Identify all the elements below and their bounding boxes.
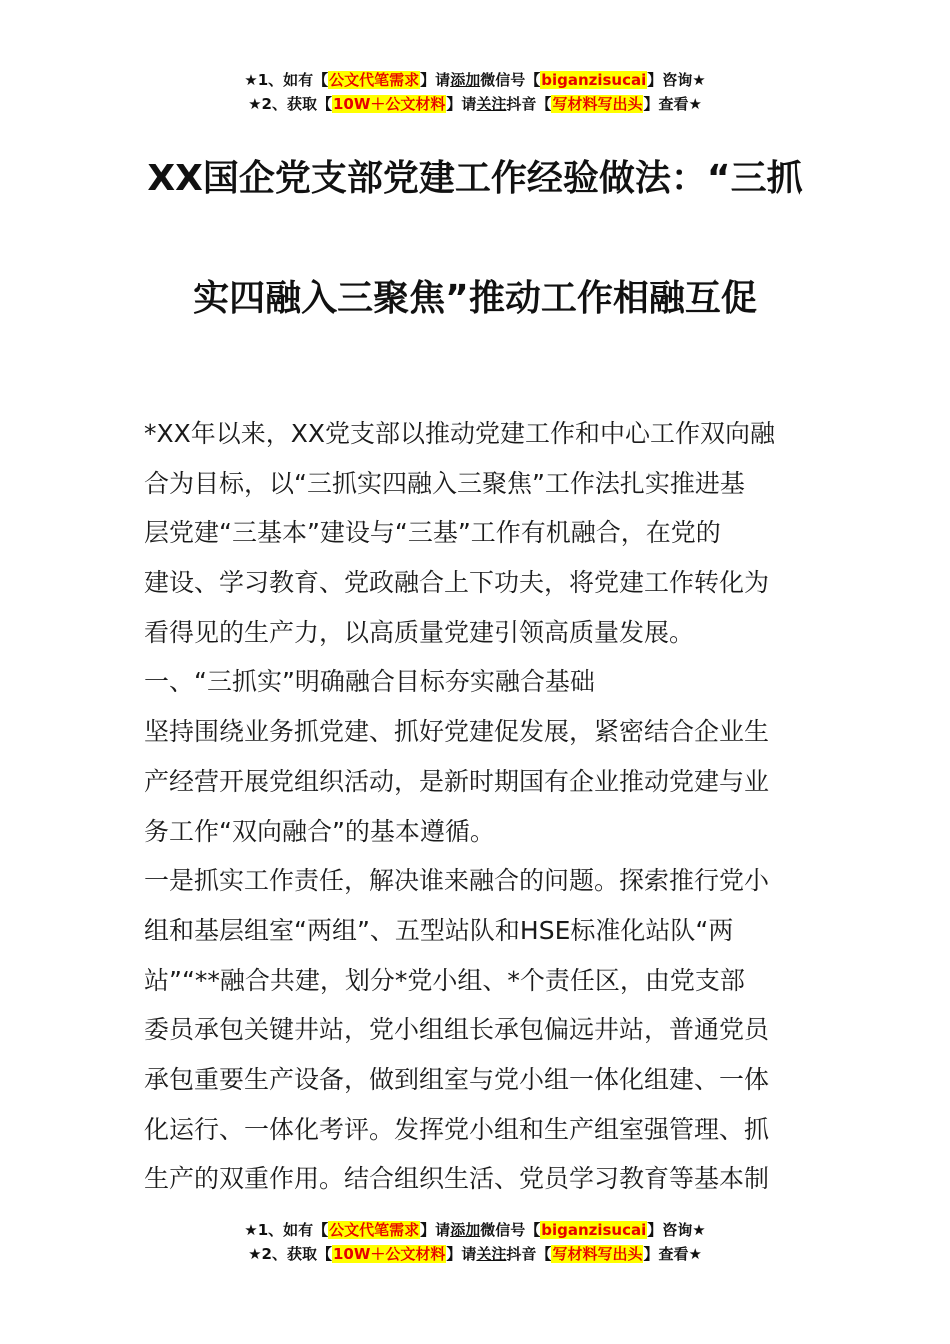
banner-underline: 关注 xyxy=(476,1245,507,1263)
banner-text: 】请 xyxy=(446,1245,477,1263)
body-line: 一是抓实工作责任，解决谁来融合的问题。探索推行党小 xyxy=(144,866,770,896)
footer-banner xyxy=(0,1218,950,1266)
banner-text: 】咨询★ xyxy=(647,71,706,89)
banner-text: 】查看★ xyxy=(643,95,702,113)
banner-text: 】咨询★ xyxy=(647,1221,706,1239)
banner-text: 】请 xyxy=(420,71,451,89)
banner-text: ★2、获取【 xyxy=(248,95,332,113)
banner-line-2 xyxy=(0,1242,950,1266)
body-line: 承包重要生产设备，做到组室与党小组一体化组建、一体 xyxy=(144,1064,770,1094)
body-line: 委员承包关键井站，党小组组长承包偏远井站，普通党员 xyxy=(144,1015,770,1045)
banner-text: ★2、获取【 xyxy=(248,1245,332,1263)
header-banner xyxy=(0,68,950,116)
banner-text: 微信号【 xyxy=(480,1221,541,1239)
banner-text: 】请 xyxy=(420,1221,451,1239)
body-line: 合为目标，以“三抓实四融入三聚焦”工作法扎实推进基 xyxy=(144,468,745,498)
banner-highlight: 公文代笔需求 xyxy=(329,1221,420,1239)
banner-text: 抖音【 xyxy=(506,1245,552,1263)
body-line: 务工作“双向融合”的基本遵循。 xyxy=(144,816,495,846)
banner-highlight: 公文代笔需求 xyxy=(329,71,420,89)
document-title-line-2: 实四融入三聚焦”推动工作相融互促 xyxy=(193,278,757,319)
banner-line-1 xyxy=(0,68,950,92)
body-line: 层党建“三基本”建设与“三基”工作有机融合，在党的 xyxy=(144,518,721,548)
banner-highlight: 10W＋公文材料 xyxy=(332,95,446,113)
body-line: 建设、学习教育、党政融合上下功夫，将党建工作转化为 xyxy=(144,568,770,598)
banner-line-1 xyxy=(0,1218,950,1242)
banner-text: ★1、如有【 xyxy=(244,71,329,89)
banner-highlight: 写材料写出头 xyxy=(552,95,643,113)
banner-text: ★1、如有【 xyxy=(244,1221,329,1239)
banner-text: 】请 xyxy=(446,95,477,113)
body-line: 产经营开展党组织活动，是新时期国有企业推动党建与业 xyxy=(144,766,770,796)
banner-underline: 添加 xyxy=(450,1221,481,1239)
banner-text: 】查看★ xyxy=(643,1245,702,1263)
banner-text: 微信号【 xyxy=(480,71,541,89)
banner-text: 抖音【 xyxy=(506,95,552,113)
banner-highlight: 写材料写出头 xyxy=(552,1245,643,1263)
section-heading: 一、“三抓实”明确融合目标夯实融合基础 xyxy=(144,667,595,697)
body-line: *XX年以来，XX党支部以推动党建工作和中心工作双向融 xyxy=(144,419,776,448)
body-line: 组和基层组室“两组”、五型站队和HSE标准化站队“两 xyxy=(144,915,734,945)
document-body xyxy=(144,409,809,1204)
banner-highlight: 10W＋公文材料 xyxy=(332,1245,446,1263)
body-line: 看得见的生产力，以高质量党建引领高质量发展。 xyxy=(144,617,695,647)
banner-underline: 关注 xyxy=(476,95,507,113)
banner-highlight: biganzisucai xyxy=(541,71,647,89)
body-line: 生产的双重作用。结合组织生活、党员学习教育等基本制 xyxy=(144,1164,770,1194)
banner-line-2 xyxy=(0,92,950,116)
document-title-line-1: XX国企党支部党建工作经验做法：“三抓 xyxy=(147,158,803,199)
body-line: 站”“**融合共建，划分*党小组、*个责任区，由党支部 xyxy=(144,965,745,995)
banner-underline: 添加 xyxy=(450,71,481,89)
body-line: 坚持围绕业务抓党建、抓好党建促发展，紧密结合企业生 xyxy=(144,717,770,747)
body-line: 化运行、一体化考评。发挥党小组和生产组室强管理、抓 xyxy=(144,1114,770,1144)
banner-highlight: biganzisucai xyxy=(541,1221,647,1239)
